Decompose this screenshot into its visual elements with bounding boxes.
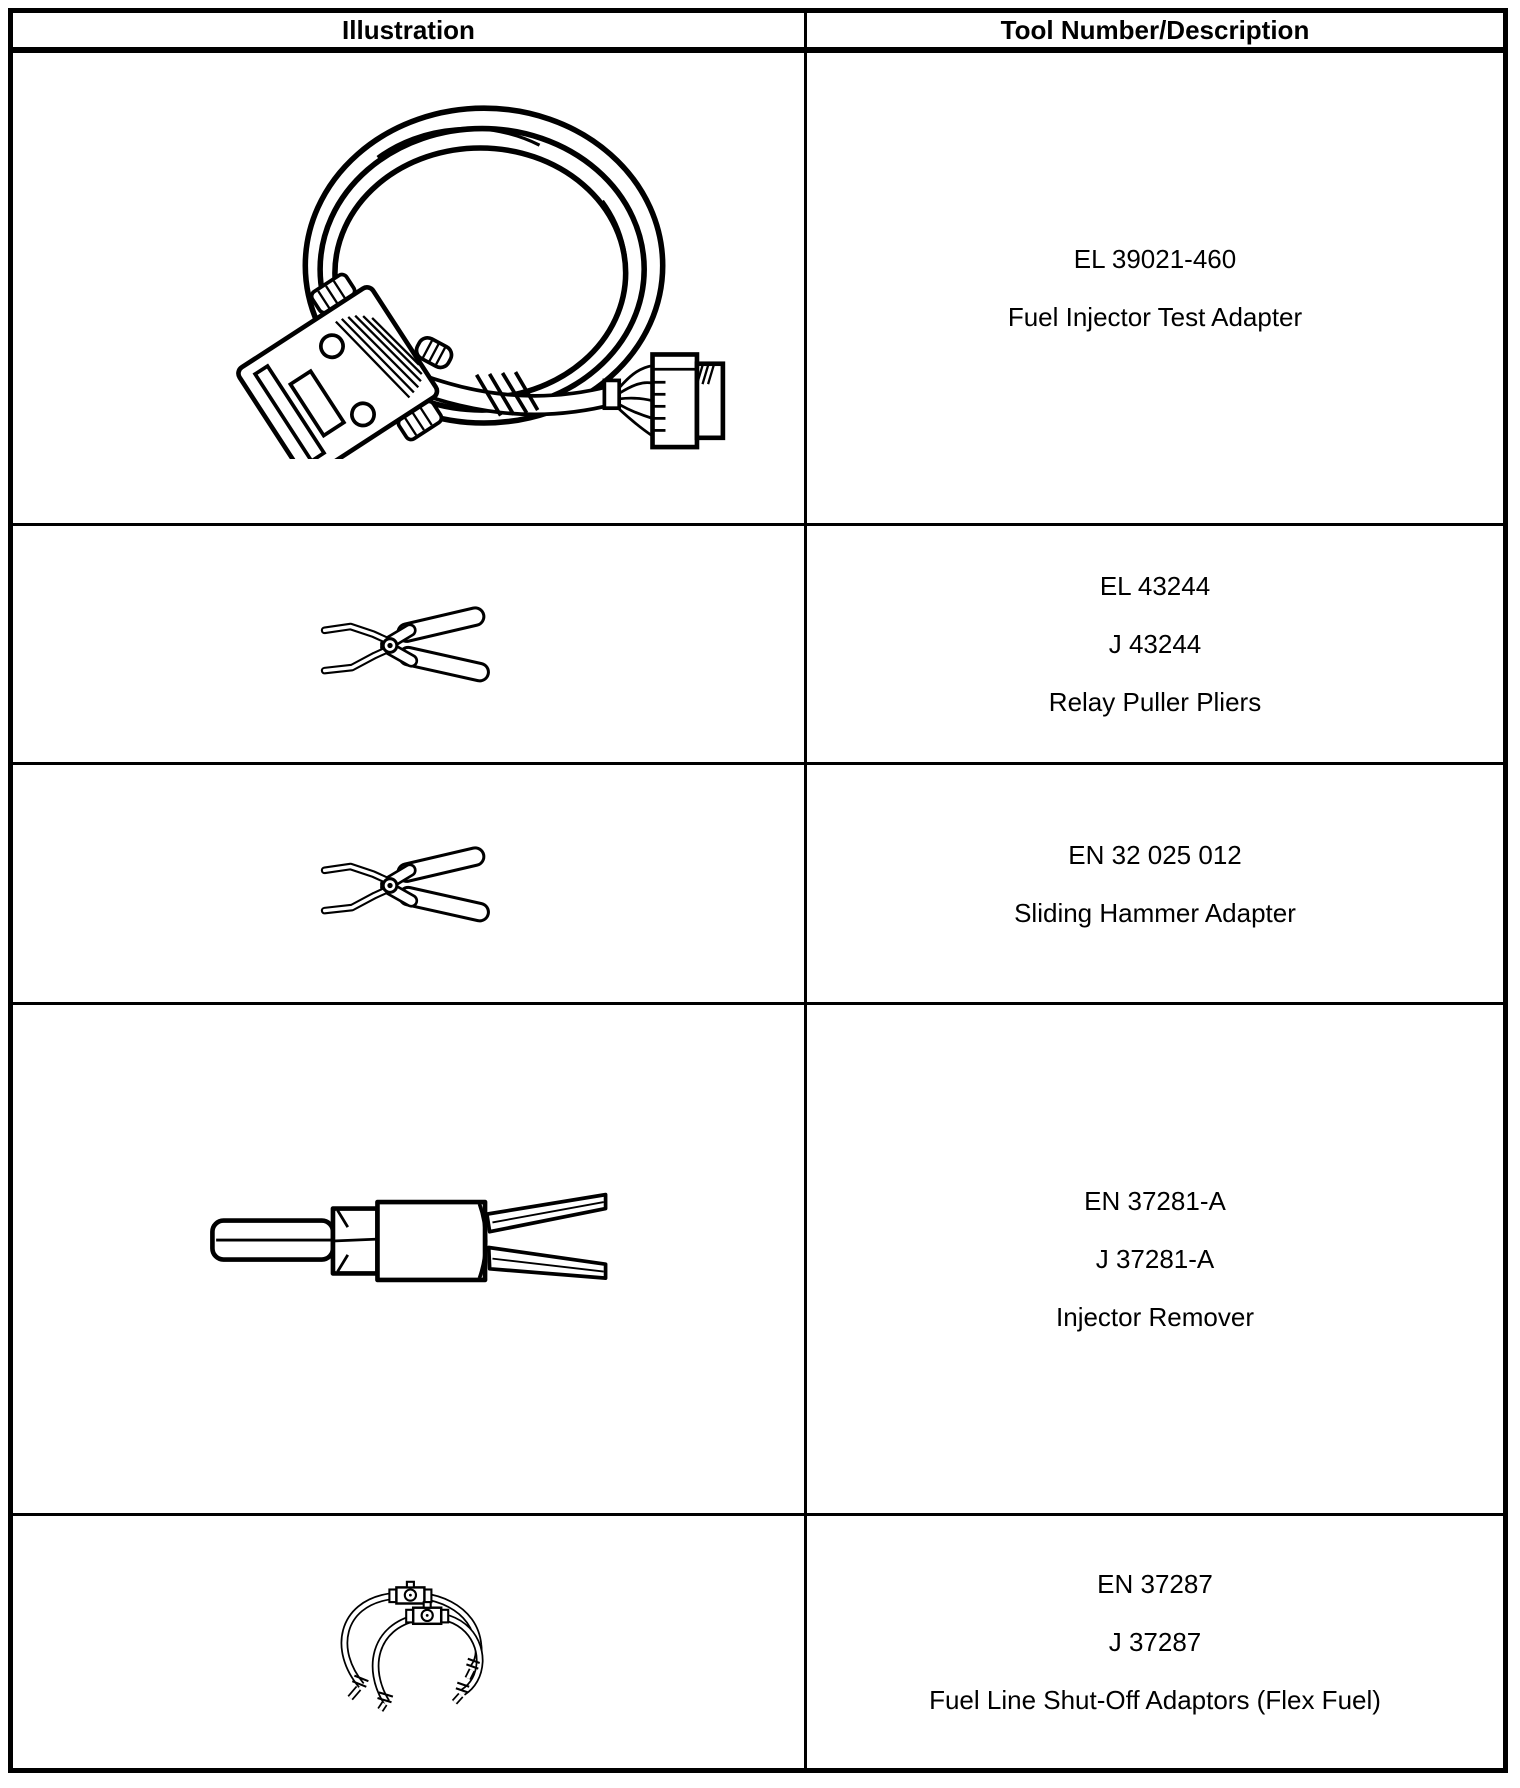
tool-description: Sliding Hammer Adapter: [1014, 897, 1296, 928]
tool-number: EN 32 025 012: [1068, 839, 1242, 870]
tool-number-alt: J 43244: [1108, 629, 1202, 659]
tool-number: EN 37287: [1097, 1569, 1213, 1599]
tool-description: Injector Remover: [1056, 1302, 1254, 1332]
tool-description: Fuel Injector Test Adapter: [1007, 302, 1303, 332]
illustration-cell: [11, 764, 806, 1004]
fuel-line-shut-off-adaptors-illustration: [304, 1572, 514, 1712]
table-row: [11, 1515, 1506, 1771]
column-header-tool-number-description: Tool Number/Description: [806, 11, 1506, 51]
illustration-cell: [11, 1004, 806, 1515]
description-cell: [806, 1004, 1506, 1515]
special-tools-table: [8, 8, 1508, 1773]
fuel-injector-test-adapter-illustration: [234, 87, 734, 459]
description-cell: [806, 1515, 1506, 1771]
table-row: [11, 764, 1506, 1004]
illustration-cell: [11, 1515, 806, 1771]
table-header-row: [11, 11, 1506, 51]
tool-number: EN 37281-A: [1084, 1186, 1226, 1216]
tool-description: Fuel Line Shut-Off Adaptors (Flex Fuel): [929, 1685, 1381, 1715]
column-header-illustration: Illustration: [11, 11, 806, 51]
table-row: [11, 50, 1506, 525]
table-row: [11, 525, 1506, 764]
description-cell: [806, 50, 1506, 525]
tool-number: EL 43244: [1099, 571, 1211, 601]
sliding-hammer-adapter-illustration: [314, 838, 504, 930]
illustration-cell: [11, 50, 806, 525]
tool-number-alt: J 37281-A: [1095, 1244, 1215, 1274]
tool-number: EL 39021-460: [1073, 244, 1237, 274]
tool-number-alt: J 37287: [1108, 1627, 1202, 1657]
table-row: [11, 1004, 1506, 1515]
relay-puller-pliers-illustration: [314, 598, 504, 690]
description-cell: [806, 764, 1506, 1004]
injector-remover-illustration: [204, 1190, 614, 1292]
description-cell: [806, 525, 1506, 764]
illustration-cell: [11, 525, 806, 764]
tool-description: Relay Puller Pliers: [1048, 687, 1262, 717]
